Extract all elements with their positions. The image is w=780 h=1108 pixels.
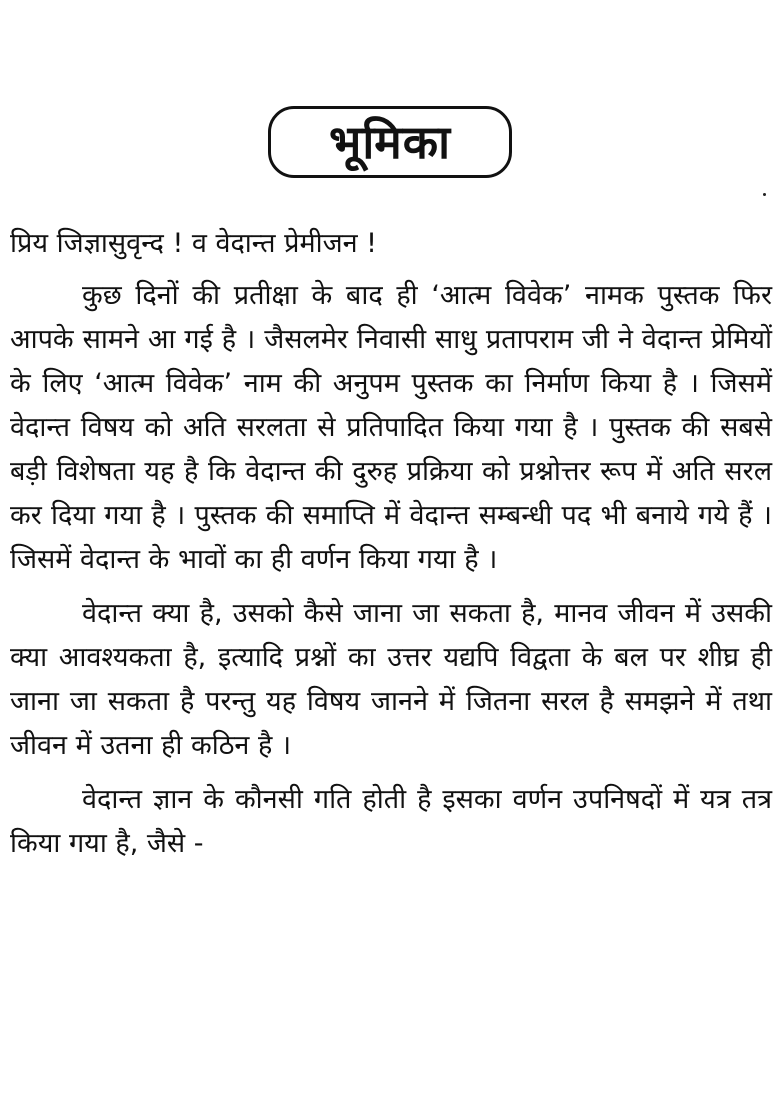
body-text <box>10 222 772 876</box>
page-title: भूमिका <box>328 115 451 169</box>
paragraph-1: कुछ दिनों की प्रतीक्षा के बाद ही ‘आत्म विवेक’ नामक पुस्तक फिर आपके सामने आ गई है । जैसलमेर निवासी साधु प्रतापराम जी ने वेदान्त प्रेमियों के लिए ‘आत्म विवेक’ नाम की अनुपम पुस्तक का निर्माण किया है । जिसमें वेदान्त विषय को अति सरलता से प्रतिपादित किया गया है । पुस्तक की सबसे बड़ी विशेषता यह है कि वेदान्त की दुरुह प्रक्रिया को प्रश्नोत्तर रूप में अति सरल कर दिया गया है । पुस्तक की समाप्ति में वेदान्त सम्बन्धी पद भी बनाये गये हैं । जिसमें वेदान्त के भावों का ही वर्णन किया गया है । <box>10 280 772 575</box>
paragraph-3: वेदान्त ज्ञान के कौनसी गति होती है इसका वर्णन उपनिषदों में यत्र तत्र किया गया है, जैसे - <box>10 784 772 859</box>
salutation-line: प्रिय जिज्ञासुवृन्द ! व वेदान्त प्रेमीजन ! <box>10 228 378 259</box>
paragraph-2: वेदान्त क्या है, उसको कैसे जाना जा सकता है, मानव जीवन में उसकी क्या आवश्यकता है, इत्यादि प्रश्नों का उत्तर यद्यपि विद्वता के बल पर शीघ्र ही जाना जा सकता है परन्तु यह विषय जानने में जितना सरल है समझने में तथा जीवन में उतना ही कठिन है । <box>10 598 772 761</box>
scan-speck <box>763 193 766 196</box>
heading-frame <box>268 106 512 178</box>
